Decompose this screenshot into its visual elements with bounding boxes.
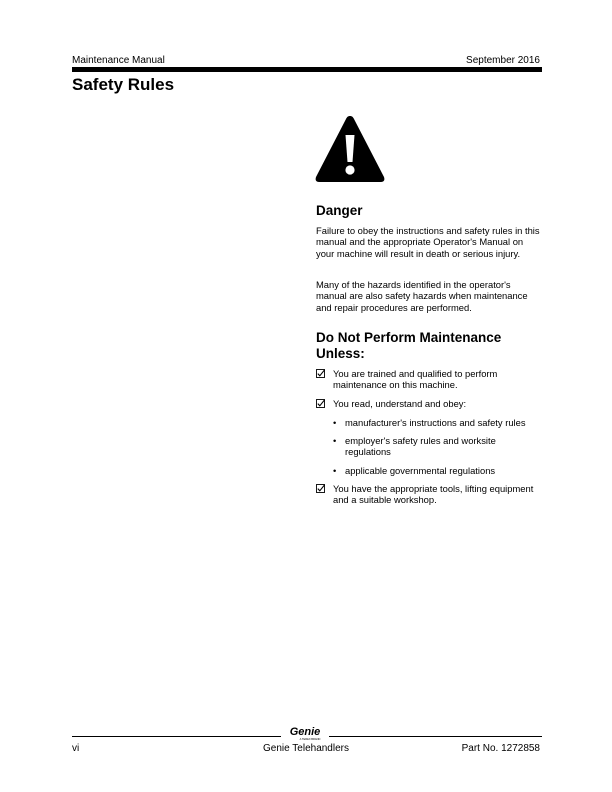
bullet-item: [333, 417, 542, 428]
header-manual-title: Maintenance Manual: [72, 55, 165, 66]
checkbox-checked-icon: [316, 399, 325, 408]
bullet-item-text: applicable governmental regulations: [345, 465, 496, 476]
check-item: [316, 368, 542, 391]
bullet-item: [333, 465, 542, 476]
footer-page-number: vi: [72, 743, 80, 754]
genie-logo-text: Genie: [289, 726, 321, 738]
genie-logo-subtext: A TEREX BRAND: [299, 738, 321, 741]
check-item-text: You read, understand and obey:: [333, 398, 467, 409]
checkbox-checked-icon: [316, 484, 325, 493]
bullet-icon: •: [333, 417, 337, 428]
footer-rule-right: [329, 736, 542, 737]
bullet-item-text: employer's safety rules and worksite regulations: [345, 435, 496, 458]
maintenance-heading: Do Not Perform Maintenance Unless:: [316, 330, 502, 361]
warning-triangle-icon: [314, 113, 386, 185]
danger-paragraph-1: Failure to obey the instructions and safety rules in this manual and the appropriate Operator's Manual on your machine will result in death or serious injury.: [316, 225, 540, 259]
page-title: Safety Rules: [72, 75, 175, 94]
check-item-text: You have the appropriate tools, lifting equipment and a suitable workshop.: [333, 483, 534, 506]
checkbox-checked-icon: [316, 369, 325, 378]
header-rule: [72, 67, 542, 72]
danger-heading: Danger: [316, 203, 363, 218]
footer-rule-left: [72, 736, 281, 737]
check-item: [316, 398, 542, 409]
header-date: September 2016: [466, 55, 540, 66]
bullet-item-text: manufacturer's instructions and safety rules: [345, 417, 526, 428]
check-item: [316, 483, 542, 506]
bullet-icon: •: [333, 435, 337, 446]
check-item-text: You are trained and qualified to perform maintenance on this machine.: [333, 368, 498, 391]
footer-part-number: Part No. 1272858: [461, 743, 540, 754]
footer-product: Genie Telehandlers: [263, 743, 349, 754]
genie-logo: [283, 725, 327, 741]
bullet-icon: •: [333, 465, 337, 476]
danger-paragraph-2: Many of the hazards identified in the operator's manual are also safety hazards when maintenance and repair procedures are performed.: [316, 279, 528, 313]
bullet-item: [333, 435, 542, 458]
